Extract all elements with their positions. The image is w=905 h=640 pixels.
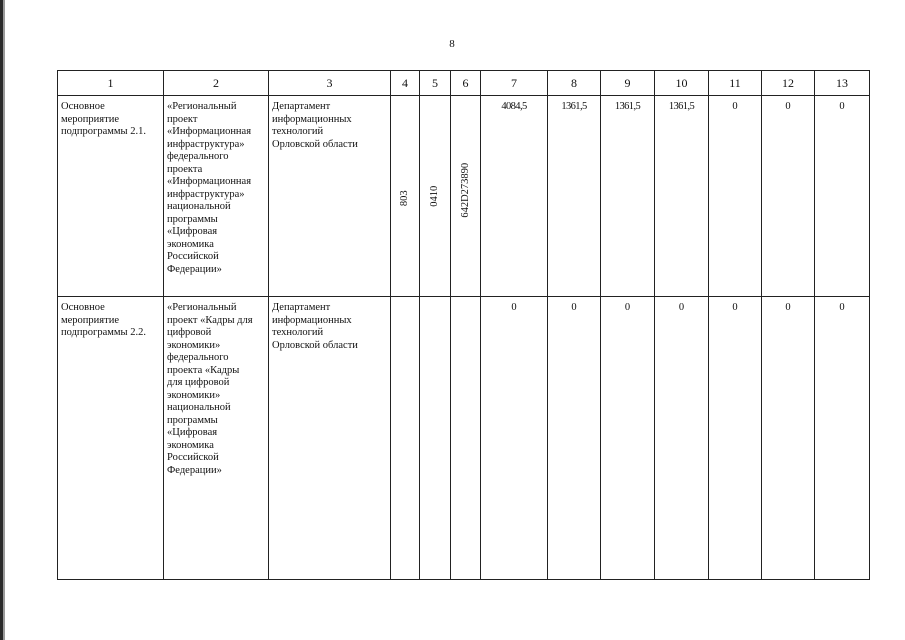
table-row (58, 297, 870, 580)
value-text: 4084,5 (501, 101, 527, 112)
value-cell (481, 96, 548, 297)
value-cell (709, 96, 762, 297)
project-text: «Региональный проект «Информационная инфраструктура» федерального проекта «Информационная инфраструктура» национальной программы «Цифровая экономика Российской Федерации» (167, 101, 252, 275)
value-text: 0 (839, 302, 845, 313)
code-cell-4 (391, 297, 420, 580)
column-header-4: 4 (391, 71, 420, 96)
project-text: «Региональный проект «Кадры для цифровой экономики» федерального проекта «Кадры для цифровой экономики» национальной программы «Цифровая экономика Российской Федерации» (167, 302, 253, 476)
budget-code-text: 803 (398, 190, 410, 207)
scan-edge-shadow-inner (3, 0, 5, 640)
column-header-10: 10 (655, 71, 709, 96)
value-text: 1361,5 (561, 101, 587, 112)
header-row (58, 71, 870, 96)
column-header-11: 11 (709, 71, 762, 96)
event-text: Основное мероприятие подпрограммы 2.2. (61, 302, 146, 338)
value-cell (762, 297, 815, 580)
column-header-8: 8 (548, 71, 601, 96)
value-cell (815, 96, 870, 297)
page-number: 8 (449, 38, 455, 50)
target-code-text: 642D273890 (459, 162, 471, 218)
budget-code-text (391, 297, 419, 302)
event-text: Основное мероприятие подпрограммы 2.1. (61, 101, 146, 137)
value-text: 0 (571, 302, 577, 313)
executor-cell (269, 96, 391, 297)
executor-text: Департамент информационных технологий Орловской области (272, 101, 358, 150)
value-cell (655, 96, 709, 297)
value-text: 1361,5 (614, 101, 641, 112)
value-text: 0 (785, 101, 791, 112)
code-cell-4 (391, 96, 420, 297)
project-cell (164, 297, 269, 580)
value-text: 0 (732, 302, 738, 313)
value-cell (601, 297, 655, 580)
target-code-text (451, 297, 480, 302)
code-cell-6 (451, 96, 481, 297)
column-header-13: 13 (815, 71, 870, 96)
column-header-3: 3 (269, 71, 391, 96)
value-text: 1361,5 (668, 101, 695, 112)
executor-text: Департамент информационных технологий Орловской области (272, 302, 358, 351)
value-text: 0 (732, 101, 738, 112)
table-row (58, 96, 870, 297)
column-header-9: 9 (601, 71, 655, 96)
value-cell (655, 297, 709, 580)
code-cell-5 (420, 297, 451, 580)
value-text: 0 (511, 302, 517, 313)
value-cell (548, 96, 601, 297)
value-cell (481, 297, 548, 580)
column-header-6: 6 (451, 71, 481, 96)
executor-cell (269, 297, 391, 580)
value-cell (815, 297, 870, 580)
column-header-7: 7 (481, 71, 548, 96)
section-code-text: 0410 (428, 185, 440, 207)
value-cell (601, 96, 655, 297)
value-text: 0 (839, 101, 845, 112)
code-cell-5 (420, 96, 451, 297)
column-header-2: 2 (164, 71, 269, 96)
value-text: 0 (678, 302, 685, 313)
value-text: 0 (624, 302, 631, 313)
column-header-12: 12 (762, 71, 815, 96)
code-cell-6 (451, 297, 481, 580)
budget-table (57, 70, 870, 580)
project-cell (164, 96, 269, 297)
value-text: 0 (785, 302, 791, 313)
event-cell (58, 297, 164, 580)
column-header-1: 1 (58, 71, 164, 96)
value-cell (548, 297, 601, 580)
value-cell (709, 297, 762, 580)
section-code-text (420, 297, 450, 302)
value-cell (762, 96, 815, 297)
column-header-5: 5 (420, 71, 451, 96)
event-cell (58, 96, 164, 297)
